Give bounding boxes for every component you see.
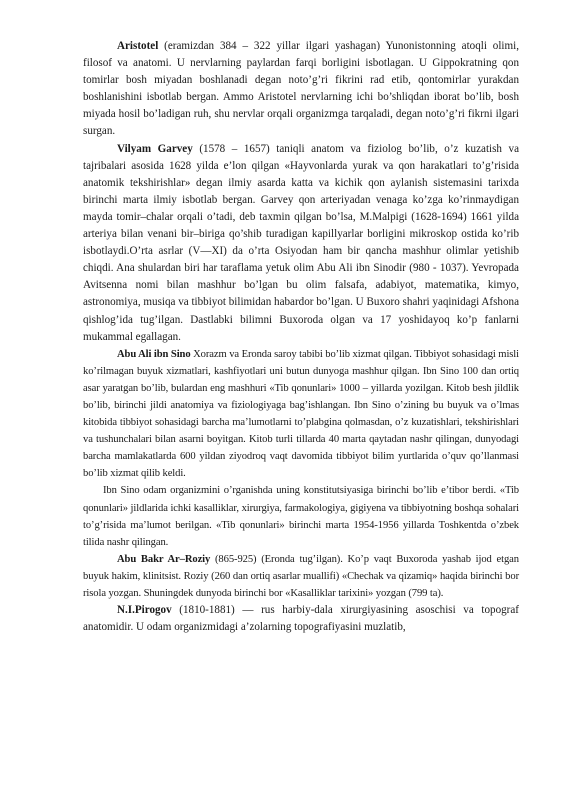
paragraph-text: (865-925) (Eronda tug’ilgan). Ko’p vaqt Buxoroda yashab ijod etgan buyuk hakim, klinitsist. Roziy (260 dan ortiq asarlar muallifi) «Chechak va qizamiq» haqida birinchi bor risola yozgan. Shuningdek dunyoda birinchi bor «Kasalliklar tarixini» yozgan (799 ta).: [83, 553, 519, 599]
paragraph-pirogov: [83, 602, 519, 636]
paragraph-text: (1578 – 1657) taniqli anatom va fiziolog bo’lib, o’z kuzatish va tajribalari asosida 1628 yilda e’lon qilgan «Hayvonlarda yurak va qon harakatlari to’g’risida anatomik tekshirishlar» degan ilmiy asarda katta va kichik qon aylanish sistemasini tarixda birinchi marta ilmiy isbotlab bergan. Garvey qon arteriyadan venaga ko’zga ko’rinmaydigan mayda tomir–chalar orqali o’tadi, deb taxmin qilgan bo’lsa, M.Malpigi (1628-1694) 1661 yilda arteriya bilan venani bir–biriga qo’shib turadigan kapillyarlar borligini mikroskop ostida ko’rib isbotlaydi.O’rta asrlar (V—XI) da o’rta Osiyodan ham bir qancha mashhur olimlar yetishib chiqdi. Ana shulardan biri har taraflama yetuk olim Abu Ali ibn Sinodir (980 - 1037). Yevropada Avitsenna nomi bilan mashhur bo’lgan bu olim falsafa, adabiyot, matematika, kimyo, astronomiya, musiqa va tibbiyot bilimidan habardor bo’lgan. U Buxoro shahri yaqinidagi Afshona qishlog’ida tug’ilgan. Dastlabki bilimni Buxoroda olgan va 17 yoshidayoq ko’p fanlarni mukammal egallagan.: [83, 142, 519, 343]
name-garvey: Vilyam Garvey: [117, 142, 193, 155]
paragraph-roziy: [83, 551, 519, 602]
paragraph-ibn-sino: [83, 346, 519, 483]
name-roziy: Abu Bakr Ar–Roziy: [117, 553, 211, 565]
paragraph-tib-qonunlari: [83, 482, 519, 550]
paragraph-text: Ibn Sino odam organizmini o’rganishda uning konstitutsiyasiga birinchi bo’lib e’tibor berdi. «Tib qonunlari» jildlarida ichki kasalliklar, xirurgiya, farmakologiya, gigiyena va tibbiyotning boshqa sohalari to’g’risida ma’lumot berilgan. «Tib qonunlari» birinchi marta 1954-1956 yillarda Toshkentda o’zbek tilida nashr qilingan.: [83, 485, 519, 548]
paragraph-aristotel: [83, 38, 519, 141]
paragraph-text: Xorazm va Eronda saroy tabibi bo’lib xizmat qilgan. Tibbiyot sohasidagi misli ko’rilmagan buyuk xizmatlari, kashfiyotlari uni butun dunyoga mashhur qilgan. Ibn Sino 100 dan ortiq asar yaratgan bo’lib, bulardan eng mashhuri «Tib qonunlari» 1000 – yillarda yozilgan. Kitob besh jildlik bo’lib, birinchi jildi anatomiya va fiziologiyaga bag’ishlangan. Ibn Sino o’zining bu buyuk va o’lmas kitobida tibbiyot sohasidagi barcha ma’lumotlarni to’plabgina qolmasdan, o’z kuzatishlari, tekshirishlari va tushunchalari bilan asarni boyitgan. Kitob turli tillarda 40 marta qaytadan nashr qilingan, dunyodagi barcha mamlakatlarda 600 yildan ziyodroq vaqt davomida tibbiyot bilim yurtlarida o’quv qo’llanmasi bo’lib xizmat qilib keldi.: [83, 348, 519, 480]
document-page: [83, 38, 519, 636]
paragraph-text: (eramizdan 384 – 322 yillar ilgari yashagan) Yunonistonning atoqli olimi, filosof va anatomi. U nervlarning paylardan farqi borligini isbotlagan. U Gippokratning qon tomirlar bosh miyadan boshlanadi degan noto’g’ri fikrini rad etib, qontomirlar yurakdan boshlanishini isbotlab bergan. Ammo Aristotel nervlarning ichi bo’shliqdan iborat bo’lib, bosh miyada hosil bo’ladigan ruh, shu nervlar orqali organizmga tarqaladi, degan noto’g’ri fikrni ilgari surgan.: [83, 40, 519, 138]
name-pirogov: N.I.Pirogov: [117, 604, 172, 617]
paragraph-text: (1810-1881) — rus harbiy-dala xirurgiyasining asoschisi va topograf anatomidir. U odam organizmidagi a’zolarning topografiyasini muzlatib,: [83, 604, 519, 634]
paragraph-garvey: [83, 141, 519, 346]
name-aristotel: Aristotel: [117, 40, 159, 52]
name-ibn-sino: Abu Ali ibn Sino: [117, 348, 191, 360]
